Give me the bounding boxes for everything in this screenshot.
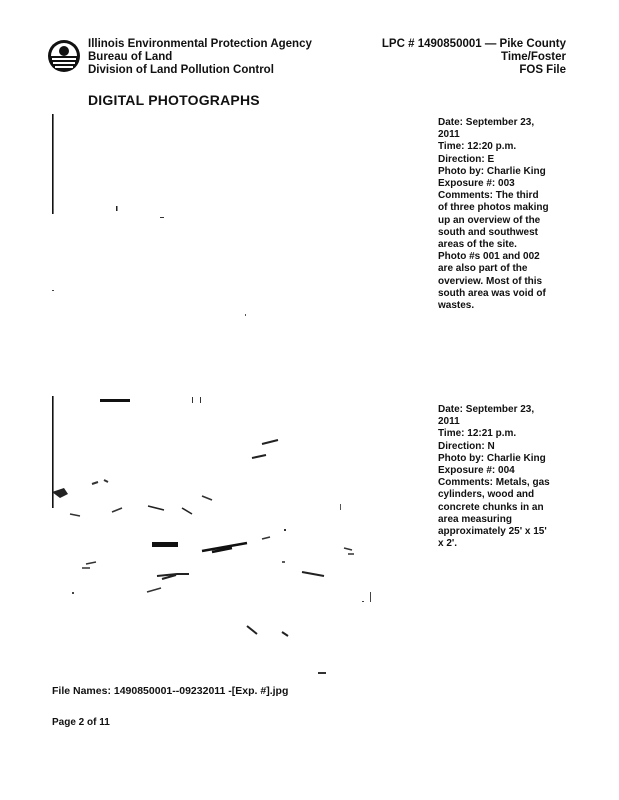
photo-1-caption bbox=[438, 117, 563, 312]
lpc-number: LPC # 1490850001 — Pike County bbox=[381, 38, 566, 50]
caption-line: Time: 12:21 p.m. bbox=[438, 428, 517, 440]
agency-name: Illinois Environmental Protection Agency bbox=[88, 38, 312, 50]
caption-line: area measuring bbox=[438, 513, 512, 525]
photo-2-caption bbox=[438, 404, 563, 550]
file-type: FOS File bbox=[519, 64, 566, 76]
caption-line: Exposure #: 004 bbox=[438, 465, 515, 477]
caption-line: 2011 bbox=[438, 416, 460, 428]
caption-line: Time: 12:20 p.m. bbox=[438, 141, 517, 153]
caption-line: Direction: N bbox=[438, 440, 495, 452]
caption-line: Photo #s 001 and 002 bbox=[438, 251, 540, 263]
caption-line: of three photos making bbox=[438, 202, 549, 214]
photo-2 bbox=[52, 396, 424, 681]
caption-line: Photo by: Charlie King bbox=[438, 165, 546, 177]
caption-line: are also part of the bbox=[438, 263, 528, 275]
caption-line: up an overview of the bbox=[438, 214, 541, 226]
caption-line: Comments: Metals, gas bbox=[438, 477, 550, 489]
caption-line: cylinders, wood and bbox=[438, 489, 535, 501]
caption-line: Photo by: Charlie King bbox=[438, 452, 546, 464]
caption-line: overview. Most of this bbox=[438, 275, 543, 287]
caption-line: approximately 25' x 15' bbox=[438, 526, 547, 538]
caption-line: Exposure #: 003 bbox=[438, 178, 515, 190]
site-name: Time/Foster bbox=[501, 51, 566, 63]
caption-line: Date: September 23, bbox=[438, 117, 535, 128]
caption-line: areas of the site. bbox=[438, 239, 517, 251]
caption-line: south and southwest bbox=[438, 226, 538, 238]
page-number: Page 2 of 11 bbox=[52, 717, 110, 728]
caption-line: Direction: E bbox=[438, 153, 495, 165]
agency-block bbox=[88, 38, 312, 77]
division-name: Division of Land Pollution Control bbox=[88, 64, 274, 76]
file-names: File Names: 1490850001--09232011 -[Exp. #].jpg bbox=[52, 685, 289, 697]
caption-line: Date: September 23, bbox=[438, 404, 535, 415]
site-id-block bbox=[382, 38, 566, 77]
caption-line: south area was void of bbox=[438, 287, 546, 299]
page-title: DIGITAL PHOTOGRAPHS bbox=[88, 92, 260, 108]
caption-line: 2011 bbox=[438, 129, 460, 141]
caption-line: wastes. bbox=[438, 300, 475, 312]
caption-line: x 2'. bbox=[438, 538, 458, 550]
photo-1 bbox=[52, 114, 424, 354]
caption-line: concrete chunks in an bbox=[438, 501, 544, 513]
caption-line: Comments: The third bbox=[438, 190, 539, 202]
iepa-logo-icon bbox=[47, 39, 81, 73]
bureau-name: Bureau of Land bbox=[88, 51, 173, 63]
